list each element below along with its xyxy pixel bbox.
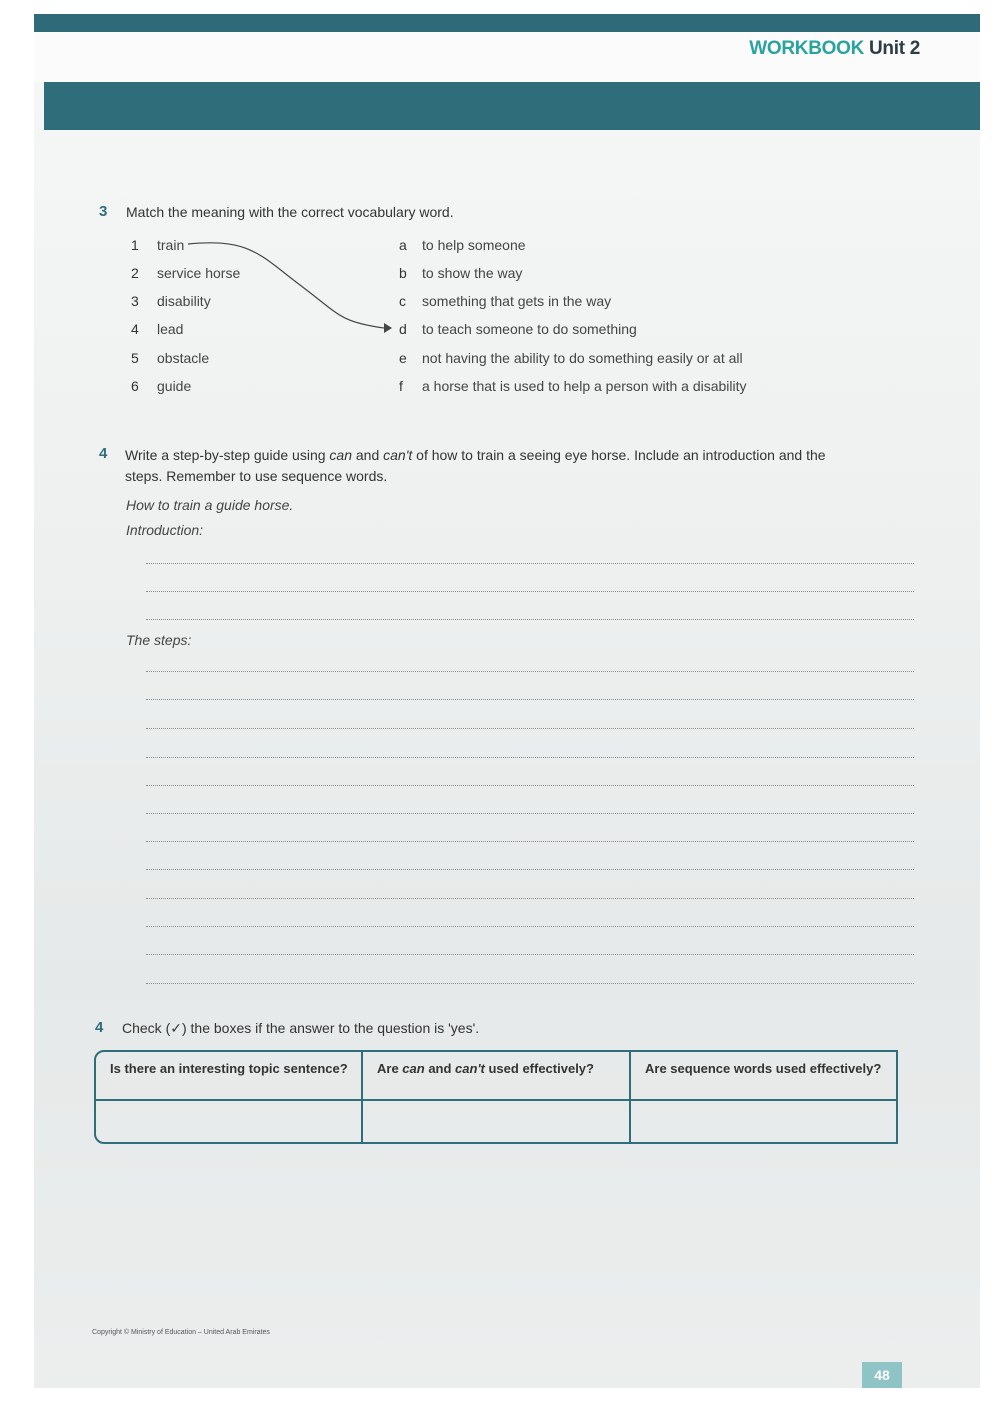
header-text: used effectively?: [484, 1061, 594, 1076]
column-header-sequence-words: Are sequence words used effectively?: [631, 1052, 896, 1101]
meaning-item: not having the ability to do something easily or at all: [422, 350, 743, 366]
instruction-text: Check (: [122, 1020, 171, 1036]
instruction-text: of how to train a seeing eye horse. Include an introduction and the: [412, 447, 826, 463]
header-cant: can't: [455, 1061, 485, 1076]
unit-label: Unit 2: [869, 38, 920, 59]
header-text: and: [424, 1061, 456, 1076]
writing-line[interactable]: [146, 671, 914, 672]
meaning-letter: e: [399, 350, 407, 366]
example-match-arrow: [0, 0, 992, 420]
word-item: guide: [157, 378, 192, 394]
instruction-text: ) the boxes if the answer to the question is 'yes'.: [181, 1020, 480, 1036]
page-number: 48: [862, 1362, 902, 1388]
meaning-item: a horse that is used to help a person with a disability: [422, 378, 747, 394]
exercise-4-instruction: [125, 445, 905, 487]
header-can: can: [402, 1061, 425, 1076]
meaning-letter: c: [399, 293, 406, 309]
writing-line[interactable]: [146, 841, 914, 842]
word-item: service horse: [157, 265, 241, 281]
introduction-label: Introduction:: [126, 522, 204, 538]
word-number: 6: [131, 378, 139, 394]
writing-line[interactable]: [146, 563, 914, 564]
meaning-letter: d: [399, 321, 407, 337]
meaning-item: to teach someone to do something: [422, 321, 637, 337]
exercise-4b-number: 4: [95, 1019, 104, 1036]
word-item: lead: [157, 321, 184, 337]
checkbox-topic-sentence[interactable]: [96, 1101, 363, 1142]
checklist-table: [94, 1050, 898, 1144]
meaning-item: to help someone: [422, 237, 526, 253]
word-number: 1: [131, 237, 139, 253]
writing-line[interactable]: [146, 869, 914, 870]
workbook-label: WORKBOOK: [749, 38, 865, 59]
exercise-3-instruction: Match the meaning with the correct vocabulary word.: [126, 204, 454, 220]
writing-line[interactable]: [146, 728, 914, 729]
instruction-text: steps. Remember to use sequence words.: [125, 468, 388, 484]
writing-line[interactable]: [146, 983, 914, 984]
instruction-cant: can't: [383, 447, 413, 463]
word-number: 5: [131, 350, 139, 366]
writing-line[interactable]: [146, 785, 914, 786]
writing-line[interactable]: [146, 757, 914, 758]
column-header-topic-sentence: Is there an interesting topic sentence?: [96, 1052, 363, 1101]
word-number: 2: [131, 265, 139, 281]
instruction-text: and: [351, 447, 384, 463]
column-header-can-cant: [363, 1052, 631, 1101]
checkbox-can-cant[interactable]: [363, 1101, 631, 1142]
word-item: disability: [157, 293, 211, 309]
steps-label: The steps:: [126, 632, 192, 648]
checkbox-sequence-words[interactable]: [631, 1101, 896, 1142]
exercise-3-number: 3: [99, 203, 108, 220]
word-item: obstacle: [157, 350, 210, 366]
meaning-item: to show the way: [422, 265, 523, 281]
meaning-item: something that gets in the way: [422, 293, 612, 309]
header-text: Are: [377, 1061, 403, 1076]
word-number: 4: [131, 321, 139, 337]
writing-line[interactable]: [146, 898, 914, 899]
exercise-4b-instruction: [122, 1018, 479, 1039]
copyright: Copyright © Ministry of Education – United Arab Emirates: [92, 1329, 270, 1336]
writing-line[interactable]: [146, 591, 914, 592]
writing-line[interactable]: [146, 954, 914, 955]
writing-line[interactable]: [146, 619, 914, 620]
writing-line[interactable]: [146, 813, 914, 814]
writing-line[interactable]: [146, 926, 914, 927]
meaning-letter: b: [399, 265, 407, 281]
check-mark-icon: ✓: [170, 1020, 182, 1036]
meaning-letter: a: [399, 237, 407, 253]
instruction-text: Write a step-by-step guide using: [125, 447, 330, 463]
word-item: train: [157, 237, 185, 253]
word-number: 3: [131, 293, 139, 309]
exercise-4-number: 4: [99, 445, 108, 462]
writing-line[interactable]: [146, 699, 914, 700]
instruction-can: can: [329, 447, 352, 463]
guide-title: How to train a guide horse.: [126, 497, 294, 513]
meaning-letter: f: [399, 378, 403, 394]
